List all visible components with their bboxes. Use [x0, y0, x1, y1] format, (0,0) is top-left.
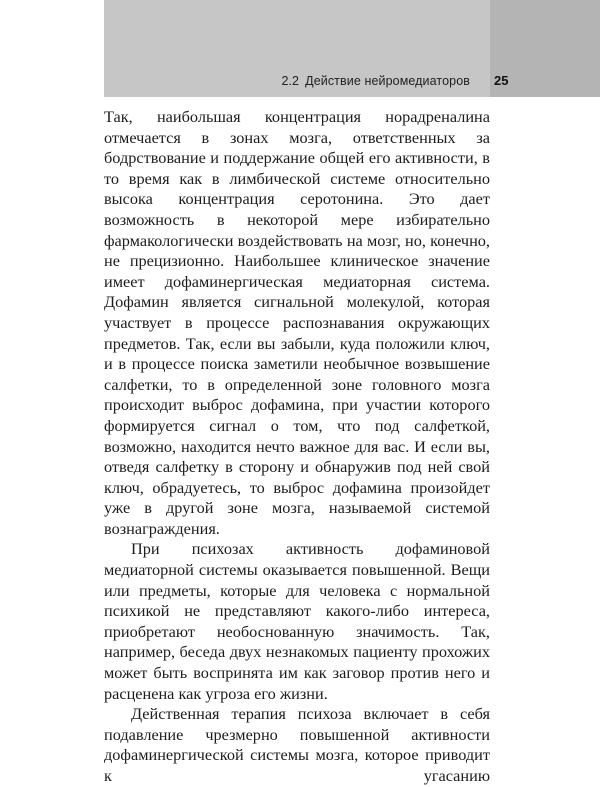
section-title: Действие нейромедиаторов: [305, 74, 470, 88]
section-number: 2.2: [281, 74, 300, 88]
body-text: [104, 107, 490, 787]
paragraph: Действенная терапия психоза включает в себя подавление чрезмерно повышенной активности дофаминергической системы мозга, которое приводит к угасанию: [104, 704, 490, 785]
paragraph: При психозах активность дофаминовой медиаторной системы оказывается повышенной. Вещи или предметы, которые для человека с нормальной психикой не представляют какого-либо интереса, приобретают необоснованную значимость. Так, например, беседа двух незнакомых пациенту прохожих может быть воспринята им как заговор против него и расценена как угроза его жизни.: [104, 539, 490, 703]
page-number: 25: [494, 73, 509, 88]
paragraph: Так, наибольшая концентрация норадреналина отмечается в зонах мозга, ответственных за бодрствование и поддержание общей его активности, в то время как в лимбической системе относительно высока концентрация серотонина. Это дает возможность в некоторой мере избирательно фармакологически воздействовать на мозг, но, конечно, не прецизионно. Наибольшее клиническое значение имеет дофаминергическая медиаторная система. Дофамин является сигнальной молекулой, которая участвует в процессе распознавания окружающих предметов. Так, если вы забыли, куда положили ключ, и в процессе поиска заметили необычное возвышение салфетки, то в определенной зоне головного мозга происходит выброс дофамина, при участии которого формируется сигнал о том, что под салфеткой, возможно, находится нечто важное для вас. И если вы, отведя салфетку в сторону и обнаружив под ней свой ключ, обрадуетесь, то выброс дофамина произойдет уже в другой зоне мозга, называемой системой вознаграждения.: [104, 107, 490, 538]
running-head: [104, 74, 470, 88]
